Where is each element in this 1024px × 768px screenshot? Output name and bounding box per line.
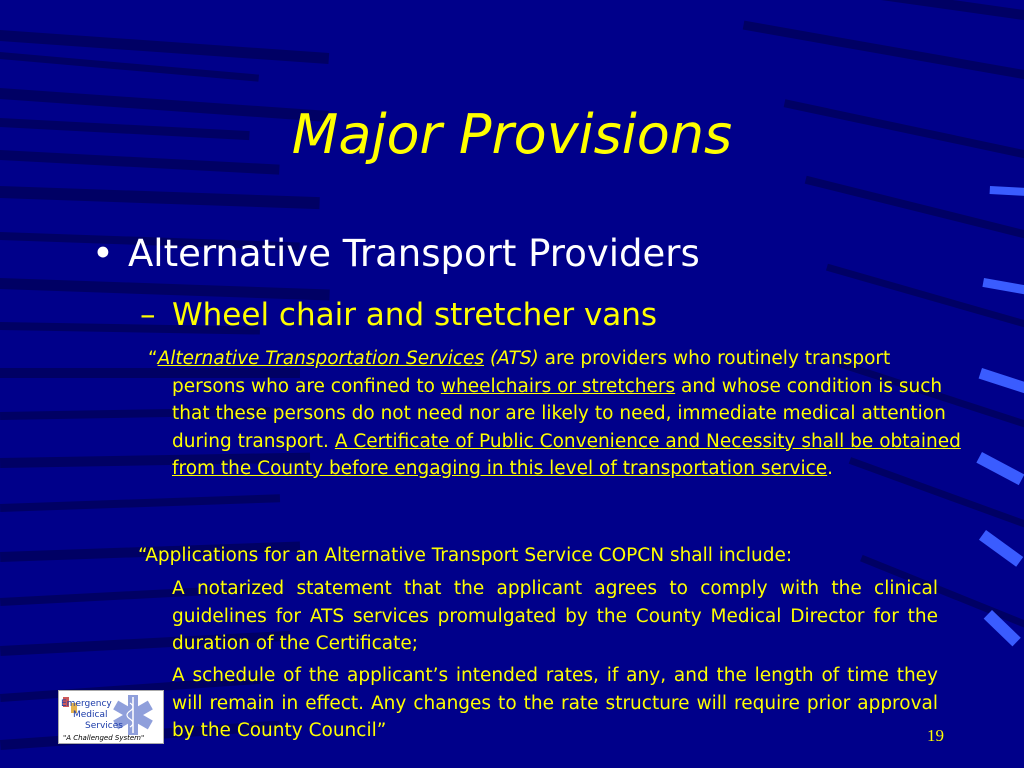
sub-bullet-text: Wheel chair and stretcher vans — [172, 297, 658, 333]
logo-line-services: Services — [85, 721, 123, 731]
definition-text-2: and whose condition is such that these persons do not need nor are likely to need, immediate medical attention during transport. — [172, 375, 946, 452]
logo-line-emergency: Emergency — [61, 699, 112, 709]
logo-tagline: "A Challenged System" — [63, 734, 145, 742]
ats-abbrev: (ATS) — [484, 348, 539, 369]
application-item-notarized: A notarized statement that the applicant agrees to comply with the clinical guidelines for ATS services promulgated by the County Medical Director for the duration of the Certificate; — [172, 578, 938, 654]
sub-bullet-marker: – — [140, 297, 156, 333]
page-number: 19 — [927, 726, 944, 745]
open-quote: “ — [148, 348, 158, 369]
applications-intro: “Applications for an Alternative Transport Service COPCN shall include: — [138, 545, 793, 566]
ats-term-link[interactable]: Alternative Transportation Services — [157, 348, 485, 369]
wheelchairs-link[interactable]: wheelchairs or stretchers — [440, 375, 676, 397]
definition-text-1: are providers who routinely transport persons who are confined to — [172, 348, 891, 397]
sub-bullet-item — [140, 292, 657, 338]
bullet-item — [92, 228, 700, 280]
logo-line-medical: Medical — [73, 710, 108, 720]
application-item-rates: A schedule of the applicant’s intended rates, if any, and the length of time they will remain in effect. Any changes to the rate structure will require prior approval by the County Council” — [172, 665, 938, 741]
certificate-link[interactable]: A Certificate of Public Convenience and Necessity shall be obtained from the County before engaging in this level of transportation service — [172, 430, 961, 479]
ats-definition — [148, 345, 962, 483]
bullet-marker: • — [92, 232, 114, 275]
bullet-text: Alternative Transport Providers — [128, 232, 700, 275]
definition-end: . — [827, 458, 834, 479]
slide-title: Major Provisions — [291, 103, 733, 166]
ems-logo — [58, 690, 164, 744]
